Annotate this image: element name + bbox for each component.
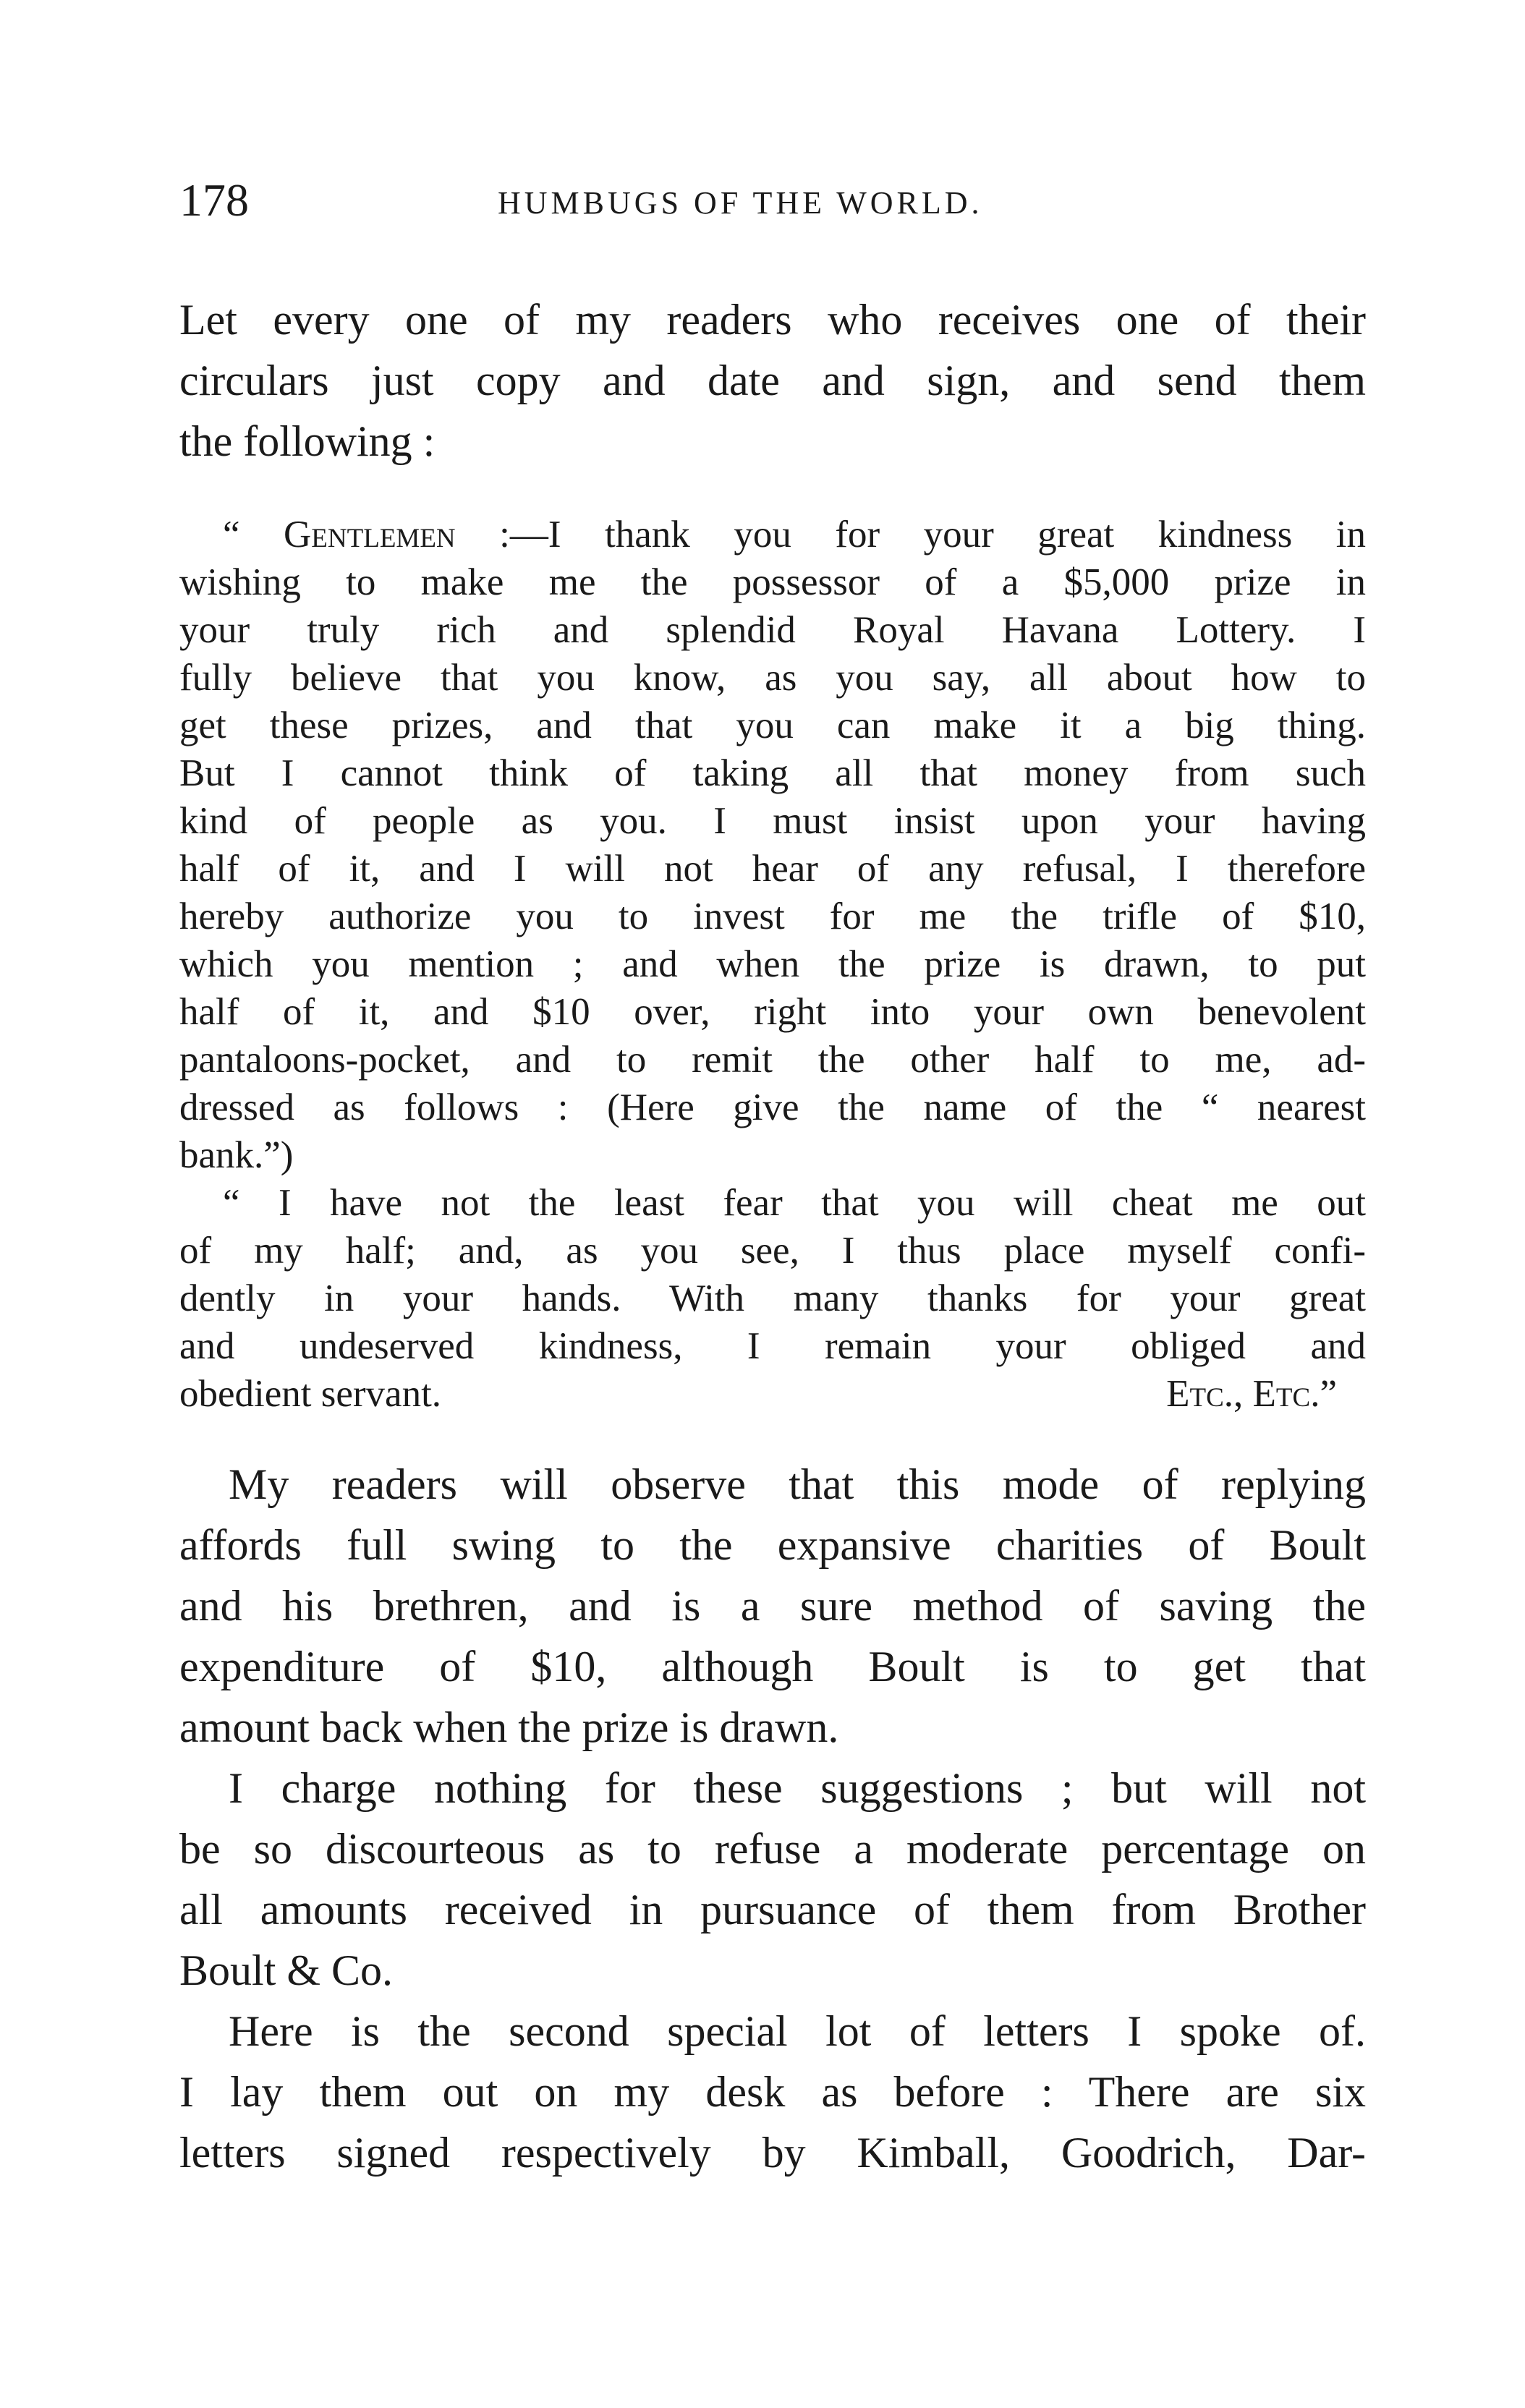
letter-line: and undeserved kindness, I remain your obliged and [179, 1325, 1366, 1367]
letter-line: But I cannot think of taking all that money from such [179, 752, 1366, 794]
text-line: the following : [179, 417, 436, 465]
letter-line: of my half; and, as you see, I thus place myself confi- [179, 1230, 1366, 1272]
text-line: I charge nothing for these suggestions ; but will not [229, 1764, 1366, 1812]
text-line: all amounts received in pursuance of them from Brother [179, 1886, 1366, 1933]
letter-closing [179, 1370, 1366, 1418]
text-line: Here is the second special lot of letters I spoke of. [229, 2007, 1366, 2055]
text-line: be so discourteous as to refuse a moderate percentage on [179, 1825, 1366, 1873]
paragraph-2 [179, 1758, 1366, 2001]
quoted-letter [179, 511, 1366, 1418]
text-line: letters signed respectively by Kimball, Goodrich, Dar- [179, 2129, 1366, 2177]
letter-salutation: “ Gentlemen [223, 514, 456, 556]
letter-line: pantaloons-pocket, and to remit the other half to me, ad- [179, 1039, 1366, 1081]
text-line: affords full swing to the expansive charities of Boult [179, 1521, 1366, 1569]
letter-first-line [179, 511, 1366, 558]
letter-line: half of it, and $10 over, right into your own benevolent [179, 991, 1366, 1033]
letter-line: hereby authorize you to invest for me the trifle of $10, [179, 895, 1366, 937]
letter-line: get these prizes, and that you can make it a big thing. [179, 705, 1366, 746]
intro-paragraph [179, 289, 1366, 472]
letter-closing-left: obedient servant. [179, 1373, 442, 1415]
text-line: amount back when the prize is drawn. [179, 1703, 839, 1751]
letter-line: kind of people as you. I must insist upon your having [179, 800, 1366, 842]
text-line: Let every one of my readers who receives one of their [179, 296, 1366, 344]
letter-first-line-text: :—I thank you for your great kindness in [455, 514, 1366, 556]
letter-line: your truly rich and splendid Royal Havana Lottery. I [179, 609, 1366, 651]
letter-line: bank.”) [179, 1134, 294, 1176]
letter-line: dressed as follows : (Here give the name of the “ nearest [179, 1086, 1366, 1128]
letter-line: dently in your hands. With many thanks for your great [179, 1277, 1366, 1319]
running-title: HUMBUGS OF THE WORLD. [498, 185, 983, 221]
page-number: 178 [179, 174, 249, 226]
letter-closing-right: Etc., Etc.” [1166, 1373, 1337, 1415]
letter-line: which you mention ; and when the prize is drawn, to put [179, 943, 1366, 985]
text-line: and his brethren, and is a sure method of saving the [179, 1582, 1366, 1630]
text-line: expenditure of $10, although Boult is to get that [179, 1643, 1366, 1690]
text-line: circulars just copy and date and sign, and send them [179, 357, 1366, 404]
paragraph-3 [179, 2001, 1366, 2183]
paragraph-1 [179, 1454, 1366, 1758]
text-line: Boult & Co. [179, 1947, 394, 1994]
letter-line: “ I have not the least fear that you will cheat me out [223, 1182, 1366, 1224]
letter-line: fully believe that you know, as you say, all about how to [179, 657, 1366, 699]
text-line: My readers will observe that this mode of replying [229, 1460, 1366, 1508]
letter-line: half of it, and I will not hear of any refusal, I therefore [179, 848, 1366, 890]
text-line: I lay them out on my desk as before : There are six [179, 2068, 1366, 2116]
letter-line: wishing to make me the possessor of a $5,000 prize in [179, 561, 1366, 603]
running-head [179, 168, 1366, 233]
